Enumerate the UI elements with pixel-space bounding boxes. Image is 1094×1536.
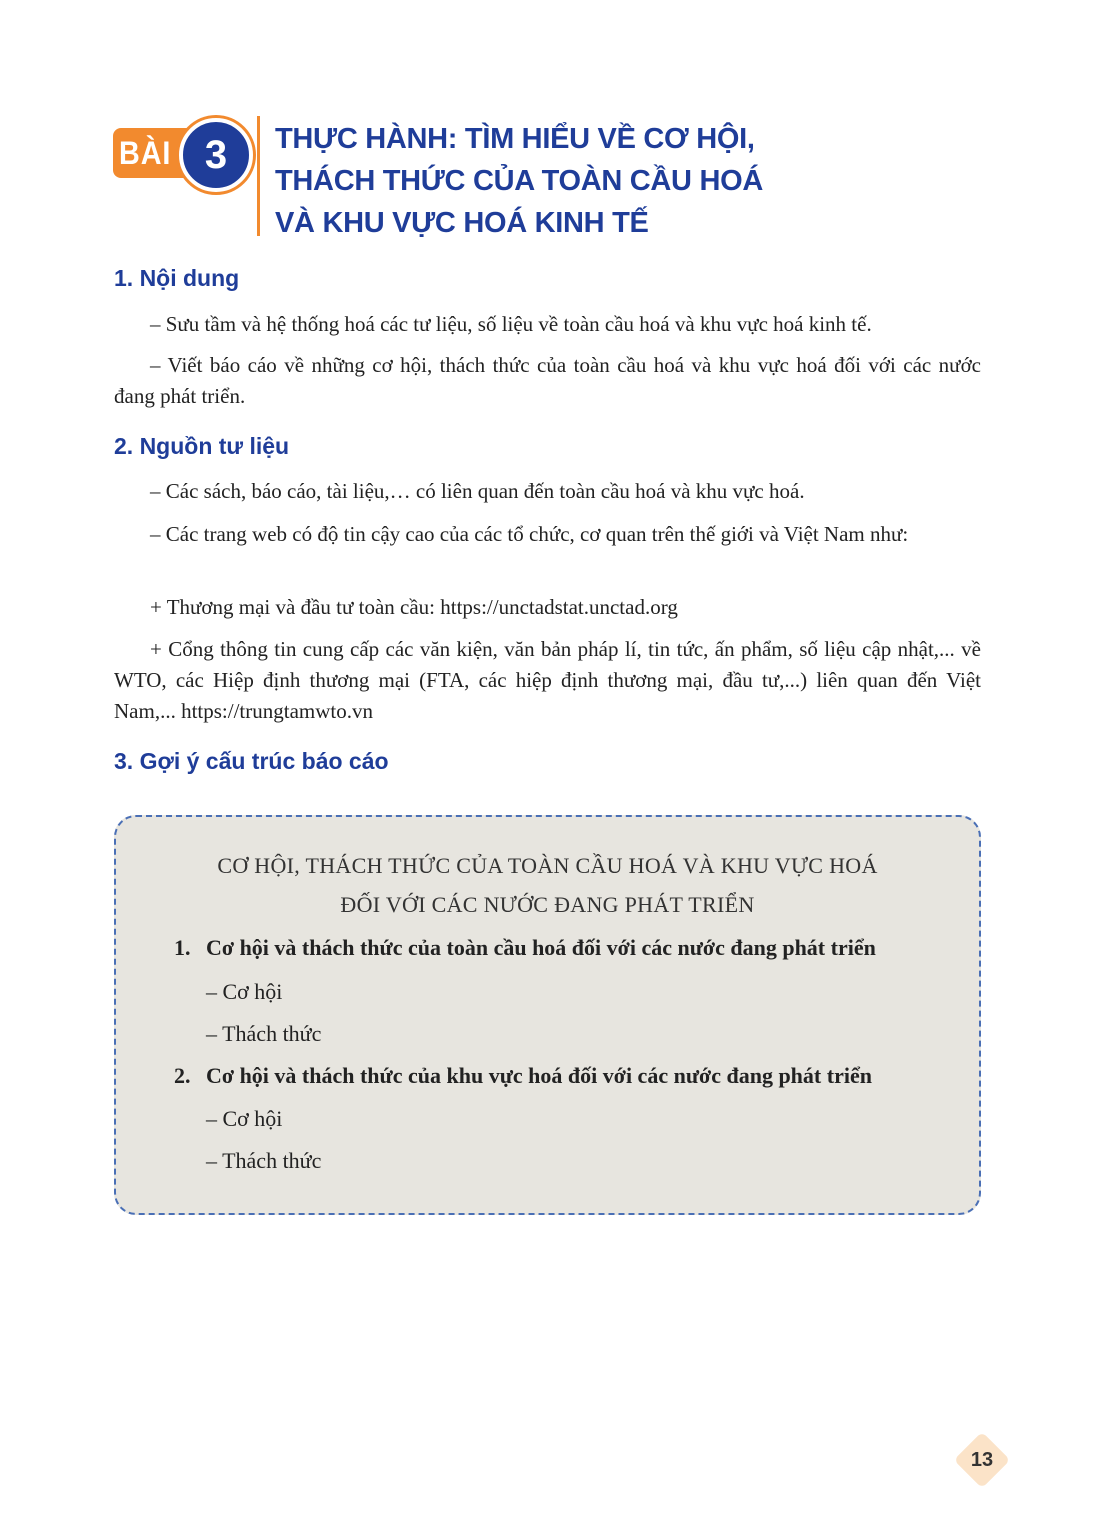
report-item: [174, 1063, 872, 1089]
lesson-badge: [113, 118, 253, 190]
title-divider: [257, 116, 260, 236]
report-subitem: – Thách thức: [206, 1148, 322, 1173]
section-heading-sources: 2. Nguồn tư liệu: [114, 433, 290, 459]
paragraph: – Các trang web có độ tin cậy cao của các tổ chức, cơ quan trên thế giới và Việt Nam như:: [150, 522, 909, 546]
report-subitem: – Thách thức: [206, 1021, 322, 1046]
report-subitem: – Cơ hội: [206, 979, 283, 1004]
paragraph: + Cổng thông tin cung cấp các văn kiện, văn bản pháp lí, tin tức, ấn phẩm, số liệu cập nhật,... về WTO, các Hiệp định thương mại (FTA, các hiệp định thương mại, đầu tư,...) liên quan đến Việt Nam,... https://trungtamwto.vn: [114, 637, 981, 723]
paragraph: – Sưu tầm và hệ thống hoá các tư liệu, số liệu về toàn cầu hoá và khu vực hoá kinh tế.: [150, 312, 872, 336]
report-item-label: Cơ hội và thách thức của khu vực hoá đối với các nước đang phát triển: [206, 1063, 872, 1088]
report-title-line: CƠ HỘI, THÁCH THỨC CỦA TOÀN CẦU HOÁ VÀ KHU VỰC HOÁ: [217, 853, 878, 878]
report-item-number: 1.: [174, 935, 191, 960]
section-heading-content: 1. Nội dung: [114, 265, 240, 291]
report-subitem: – Cơ hội: [206, 1106, 283, 1131]
lesson-title-line: VÀ KHU VỰC HOÁ KINH TẾ: [275, 207, 649, 239]
section-heading-structure: 3. Gợi ý cấu trúc báo cáo: [114, 748, 389, 774]
report-item-number: 2.: [174, 1063, 191, 1088]
page-number: 13: [970, 1449, 994, 1471]
report-item-label: Cơ hội và thách thức của toàn cầu hoá đối với các nước đang phát triển: [206, 935, 876, 960]
report-title-line: ĐỐI VỚI CÁC NƯỚC ĐANG PHÁT TRIỂN: [340, 892, 755, 917]
lesson-number: 3: [204, 133, 228, 177]
paragraph: – Viết báo cáo về những cơ hội, thách thức của toàn cầu hoá và khu vực hoá đối với các nước đang phát triển.: [114, 353, 981, 408]
lesson-badge-word: BÀI: [119, 135, 172, 171]
lesson-title-line: THÁCH THỨC CỦA TOÀN CẦU HOÁ: [275, 165, 763, 197]
paragraph: + Thương mại và đầu tư toàn cầu: https://unctadstat.unctad.org: [150, 595, 678, 619]
report-item: [174, 935, 876, 961]
lesson-number-circle: [179, 118, 253, 192]
paragraph: – Các sách, báo cáo, tài liệu,… có liên quan đến toàn cầu hoá và khu vực hoá.: [150, 479, 805, 503]
lesson-title: [275, 118, 995, 244]
lesson-title-line: THỰC HÀNH: TÌM HIỂU VỀ CƠ HỘI,: [275, 123, 755, 155]
report-structure-box: [114, 815, 981, 1215]
